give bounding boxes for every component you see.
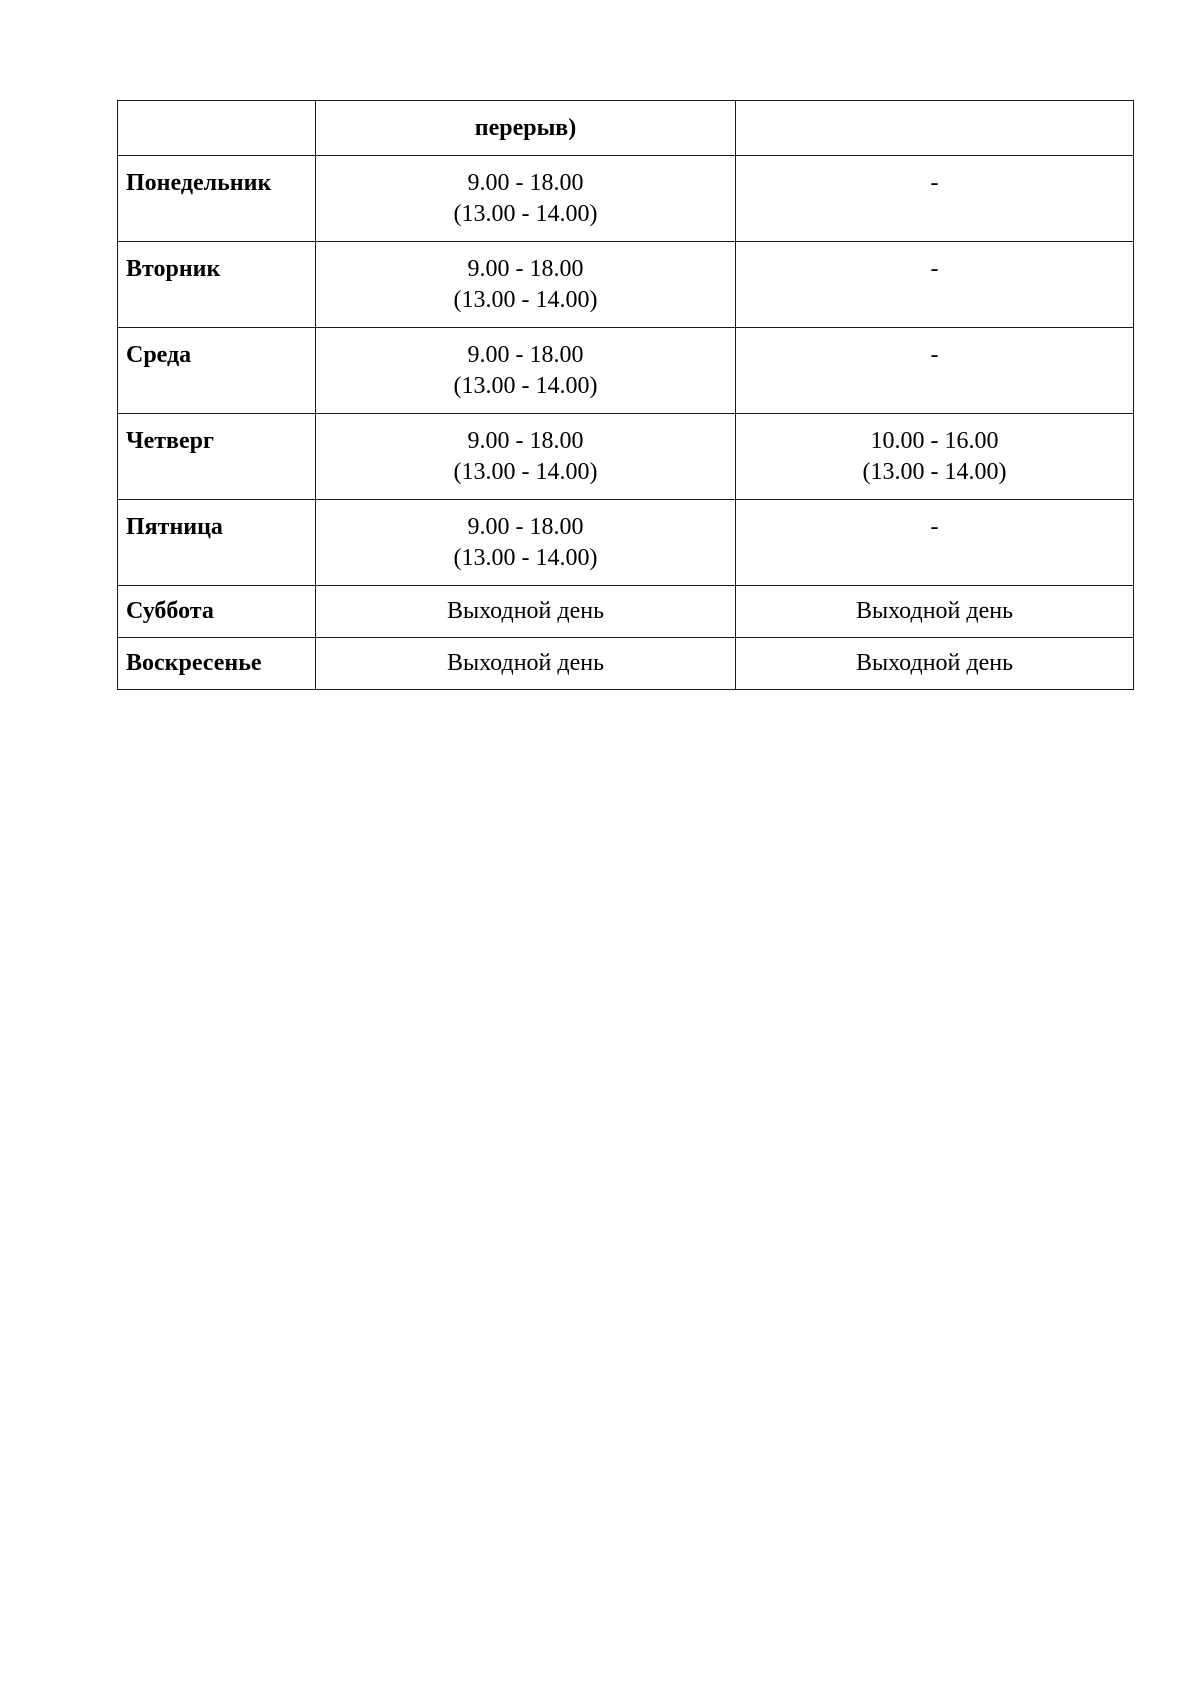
extra-hours-cell: Выходной день [736, 586, 1134, 638]
table-header-row [118, 101, 1134, 156]
break-line: (13.00 - 14.00) [453, 287, 598, 313]
main-hours-cell [316, 328, 736, 414]
day-cell: Суббота [118, 586, 316, 638]
main-hours-cell: Выходной день [316, 586, 736, 638]
table-row [118, 156, 1134, 242]
table-row [118, 414, 1134, 500]
extra-hours-cell [736, 156, 1134, 242]
hours-line: 9.00 - 18.00 [467, 170, 584, 196]
extra-hours-cell: Выходной день [736, 638, 1134, 690]
hours-line: 10.00 - 16.00 [870, 428, 999, 454]
hours-line: - [930, 256, 939, 282]
extra-hours-cell [736, 328, 1134, 414]
schedule-table [117, 100, 1134, 690]
table-row [118, 500, 1134, 586]
day-cell: Воскресенье [118, 638, 316, 690]
header-extra-cell [736, 101, 1134, 156]
extra-hours-cell [736, 414, 1134, 500]
header-day-cell [118, 101, 316, 156]
hours-line: 9.00 - 18.00 [467, 514, 584, 540]
extra-hours-cell [736, 500, 1134, 586]
day-cell: Четверг [118, 414, 316, 500]
table-row [118, 242, 1134, 328]
main-hours-cell [316, 242, 736, 328]
main-hours-cell [316, 414, 736, 500]
day-cell: Вторник [118, 242, 316, 328]
break-line: (13.00 - 14.00) [453, 201, 598, 227]
hours-line: 9.00 - 18.00 [467, 342, 584, 368]
hours-line: 9.00 - 18.00 [467, 256, 584, 282]
break-line: (13.00 - 14.00) [453, 459, 598, 485]
hours-line: - [930, 342, 939, 368]
table-row [118, 328, 1134, 414]
day-cell: Среда [118, 328, 316, 414]
hours-line: - [930, 514, 939, 540]
day-cell: Понедельник [118, 156, 316, 242]
table-row [118, 638, 1134, 690]
hours-line: 9.00 - 18.00 [467, 428, 584, 454]
header-main-cell: перерыв) [316, 101, 736, 156]
hours-line: - [930, 170, 939, 196]
main-hours-cell [316, 156, 736, 242]
break-line: (13.00 - 14.00) [453, 545, 598, 571]
extra-hours-cell [736, 242, 1134, 328]
break-line: (13.00 - 14.00) [862, 459, 1007, 485]
day-cell: Пятница [118, 500, 316, 586]
break-line: (13.00 - 14.00) [453, 373, 598, 399]
main-hours-cell: Выходной день [316, 638, 736, 690]
table-row [118, 586, 1134, 638]
main-hours-cell [316, 500, 736, 586]
